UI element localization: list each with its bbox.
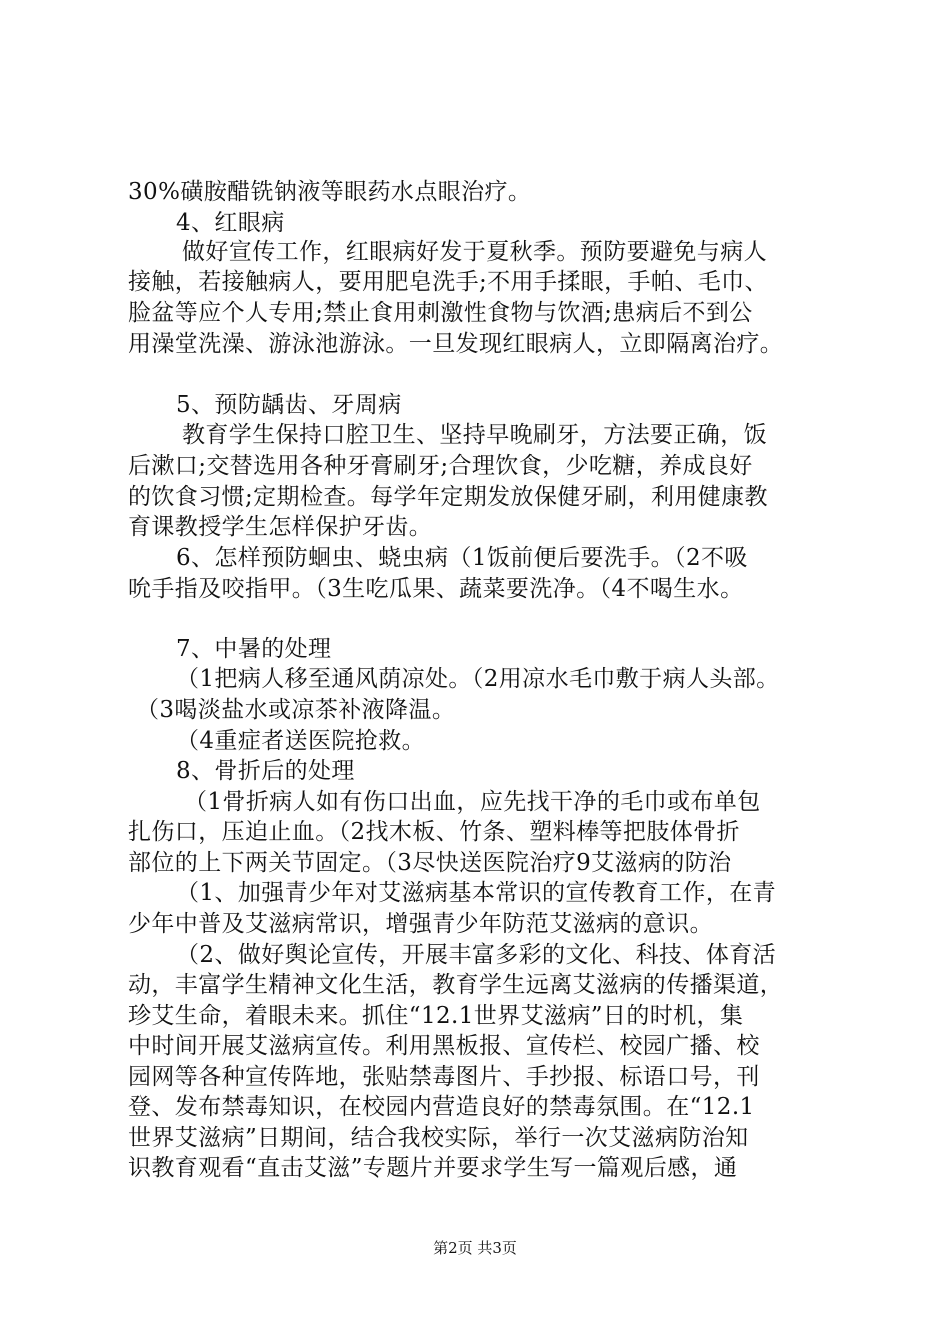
- text-line-26: 珍艾生命，着眼未来。抓住“12.1世界艾滋病”日的时机，集: [128, 1003, 744, 1029]
- text-line-27: 中时间开展艾滋病宣传。利用黑板报、宣传栏、校园广播、校: [128, 1033, 760, 1059]
- text-line-8: 教育学生保持口腔卫生、坚持早晚刷牙，方法要正确，饭: [182, 422, 767, 448]
- text-line-23: 少年中普及艾滋病常识，增强青少年防范艾滋病的意识。: [128, 911, 713, 937]
- heading-5: 5、预防龋齿、牙周病: [176, 392, 402, 418]
- heading-7: 7、中暑的处理: [176, 636, 332, 662]
- text-line-15: （1把病人移至通风荫凉处。（2用凉水毛巾敷于病人头部。: [176, 666, 780, 692]
- text-line-31: 识教育观看“直击艾滋”专题片并要求学生写一篇观后感，通: [128, 1155, 738, 1181]
- text-line-20: 扎伤口，压迫止血。（2找木板、竹条、塑料棒等把肢体骨折: [128, 819, 740, 845]
- text-line-28: 园网等各种宣传阵地，张贴禁毒图片、手抄报、标语口号，刊: [128, 1064, 760, 1090]
- text-line-16: （3喝淡盐水或凉茶补液降温。: [136, 697, 456, 723]
- text-line-1: 30%磺胺醋铣钠液等眼药水点眼治疗。: [128, 179, 532, 205]
- text-line-29: 登、发布禁毒知识，在校园内营造良好的禁毒氛围。在“12.1: [128, 1094, 755, 1120]
- text-line-11: 育课教授学生怎样保护牙齿。: [128, 514, 433, 540]
- text-line-19: （1骨折病人如有伤口出血，应先找干净的毛巾或布单包: [184, 789, 761, 815]
- text-line-25: 动，丰富学生精神文化生活，教育学生远离艾滋病的传播渠道，: [128, 972, 784, 998]
- text-line-5: 脸盆等应个人专用;禁止食用刺激性食物与饮酒;患病后不到公: [128, 300, 753, 326]
- heading-4: 4、红眼病: [176, 210, 285, 236]
- text-line-21: 部位的上下两关节固定。（3尽快送医院治疗9艾滋病的防治: [128, 850, 732, 876]
- heading-8: 8、骨折后的处理: [176, 758, 355, 784]
- text-line-22: （1、加强青少年对艾滋病基本常识的宣传教育工作，在青: [176, 880, 777, 906]
- text-line-3: 做好宣传工作，红眼病好发于夏秋季。预防要避免与病人: [182, 239, 767, 265]
- heading-6: 6、怎样预防蛔虫、蛲虫病（1饭前便后要洗手。（2不吸: [176, 545, 748, 571]
- text-line-10: 的饮食习惯;定期检查。每学年定期发放保健牙刷，利用健康教: [128, 484, 768, 510]
- text-line-6: 用澡堂洗澡、游泳池游泳。一旦发现红眼病人，立即隔离治疗。: [128, 331, 784, 357]
- page-number-footer: 第2页 共3页: [433, 1239, 517, 1257]
- text-line-13: 吮手指及咬指甲。（3生吃瓜果、蔬菜要洗净。（4不喝生水。: [128, 576, 744, 602]
- text-line-4: 接触，若接触病人，要用肥皂洗手;不用手揉眼，手帕、毛巾、: [128, 269, 768, 295]
- text-line-24: （2、做好舆论宣传，开展丰富多彩的文化、科技、体育活: [176, 942, 777, 968]
- text-line-30: 世界艾滋病”日期间，结合我校实际，举行一次艾滋病防治知: [128, 1125, 749, 1151]
- text-line-9: 后漱口;交替选用各种牙膏刷牙;合理饮食，少吃糖，养成良好: [128, 453, 753, 479]
- text-line-17: （4重症者送医院抢救。: [176, 728, 426, 754]
